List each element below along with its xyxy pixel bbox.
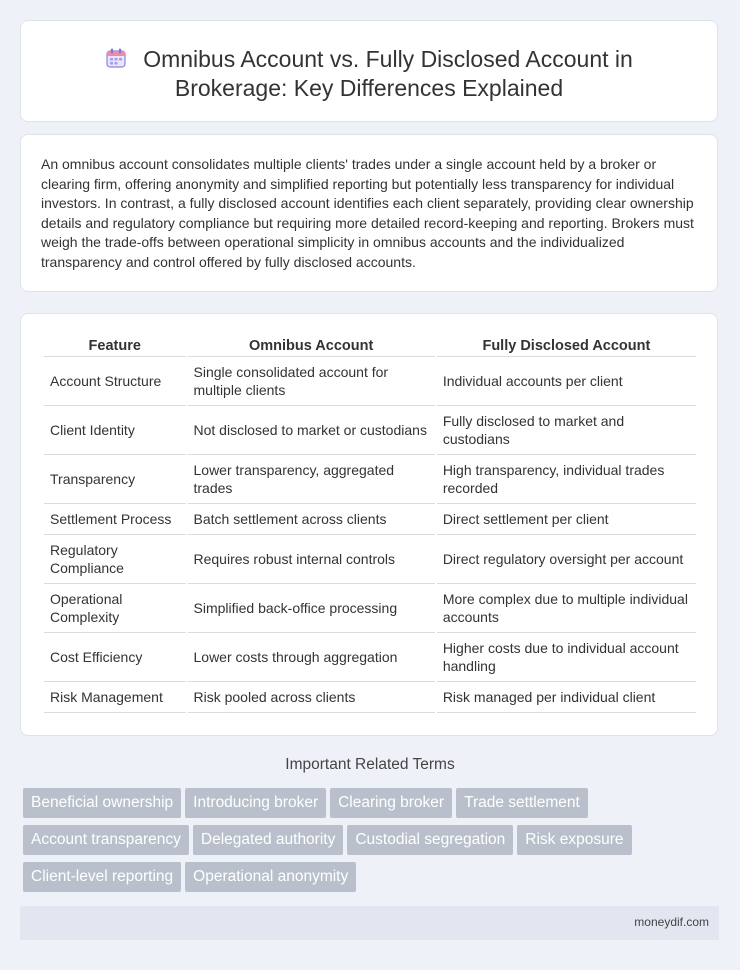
feature-cell: Cost Efficiency	[44, 633, 186, 682]
table-row	[44, 682, 696, 713]
omnibus-cell: Simplified back-office processing	[188, 584, 435, 633]
related-term-tag[interactable]: Account transparency	[23, 825, 189, 855]
related-terms-list	[23, 788, 723, 899]
title-line-1: Omnibus Account vs. Fully Disclosed Account in	[143, 46, 633, 72]
feature-cell: Risk Management	[44, 682, 186, 713]
intro-paragraph: An omnibus account consolidates multiple clients' trades under a single account held by a broker or clearing firm, offering anonymity and simplified reporting but potentially less transparency for individual investors. In contrast, a fully disclosed account identifies each client separately, providing clear ownership details and regulatory compliance but requiring more detailed record-keeping and reporting. Brokers must weigh the trade-offs between operational simplicity in omnibus accounts and the individualized transparency and control offered by fully disclosed accounts.	[41, 156, 694, 270]
related-term-tag[interactable]: Beneficial ownership	[23, 788, 181, 818]
footer	[20, 906, 719, 940]
table-row	[44, 455, 696, 504]
feature-cell: Client Identity	[44, 406, 186, 455]
fully-disclosed-cell: Direct settlement per client	[437, 504, 696, 535]
feature-cell: Regulatory Compliance	[44, 535, 186, 584]
related-term-tag[interactable]: Risk exposure	[517, 825, 631, 855]
related-term-tag[interactable]: Introducing broker	[185, 788, 326, 818]
fully-disclosed-cell: Fully disclosed to market and custodians	[437, 406, 696, 455]
header-fully-disclosed: Fully Disclosed Account	[437, 336, 696, 357]
table-row	[44, 584, 696, 633]
header-omnibus: Omnibus Account	[188, 336, 435, 357]
table-row	[44, 633, 696, 682]
table-row	[44, 535, 696, 584]
feature-cell: Account Structure	[44, 357, 186, 406]
omnibus-cell: Requires robust internal controls	[188, 535, 435, 584]
title-card	[20, 20, 718, 122]
comparison-table-card	[20, 313, 718, 736]
calendar-icon	[105, 47, 127, 69]
comparison-table	[42, 336, 698, 713]
title-line-2: Brokerage: Key Differences Explained	[174, 75, 564, 101]
header-feature: Feature	[44, 336, 186, 357]
page-title	[21, 45, 717, 103]
fully-disclosed-cell: Direct regulatory oversight per account	[437, 535, 696, 584]
related-term-tag[interactable]: Custodial segregation	[347, 825, 513, 855]
related-term-tag[interactable]: Delegated authority	[193, 825, 343, 855]
fully-disclosed-cell: Risk managed per individual client	[437, 682, 696, 713]
footer-site-link[interactable]: moneydif.com	[634, 915, 709, 929]
omnibus-cell: Lower costs through aggregation	[188, 633, 435, 682]
table-row	[44, 357, 696, 406]
fully-disclosed-cell: More complex due to multiple individual accounts	[437, 584, 696, 633]
feature-cell: Transparency	[44, 455, 186, 504]
omnibus-cell: Single consolidated account for multiple clients	[188, 357, 435, 406]
fully-disclosed-cell: Individual accounts per client	[437, 357, 696, 406]
table-row	[44, 504, 696, 535]
table-row	[44, 406, 696, 455]
omnibus-cell: Lower transparency, aggregated trades	[188, 455, 435, 504]
table-header-row	[44, 336, 696, 357]
omnibus-cell: Batch settlement across clients	[188, 504, 435, 535]
omnibus-cell: Risk pooled across clients	[188, 682, 435, 713]
feature-cell: Operational Complexity	[44, 584, 186, 633]
related-term-tag[interactable]: Trade settlement	[456, 788, 588, 818]
related-terms-heading: Important Related Terms	[285, 756, 455, 773]
omnibus-cell: Not disclosed to market or custodians	[188, 406, 435, 455]
fully-disclosed-cell: Higher costs due to individual account handling	[437, 633, 696, 682]
intro-card	[20, 134, 718, 292]
related-term-tag[interactable]: Clearing broker	[330, 788, 452, 818]
fully-disclosed-cell: High transparency, individual trades recorded	[437, 455, 696, 504]
related-term-tag[interactable]: Operational anonymity	[185, 862, 356, 892]
feature-cell: Settlement Process	[44, 504, 186, 535]
related-term-tag[interactable]: Client-level reporting	[23, 862, 181, 892]
